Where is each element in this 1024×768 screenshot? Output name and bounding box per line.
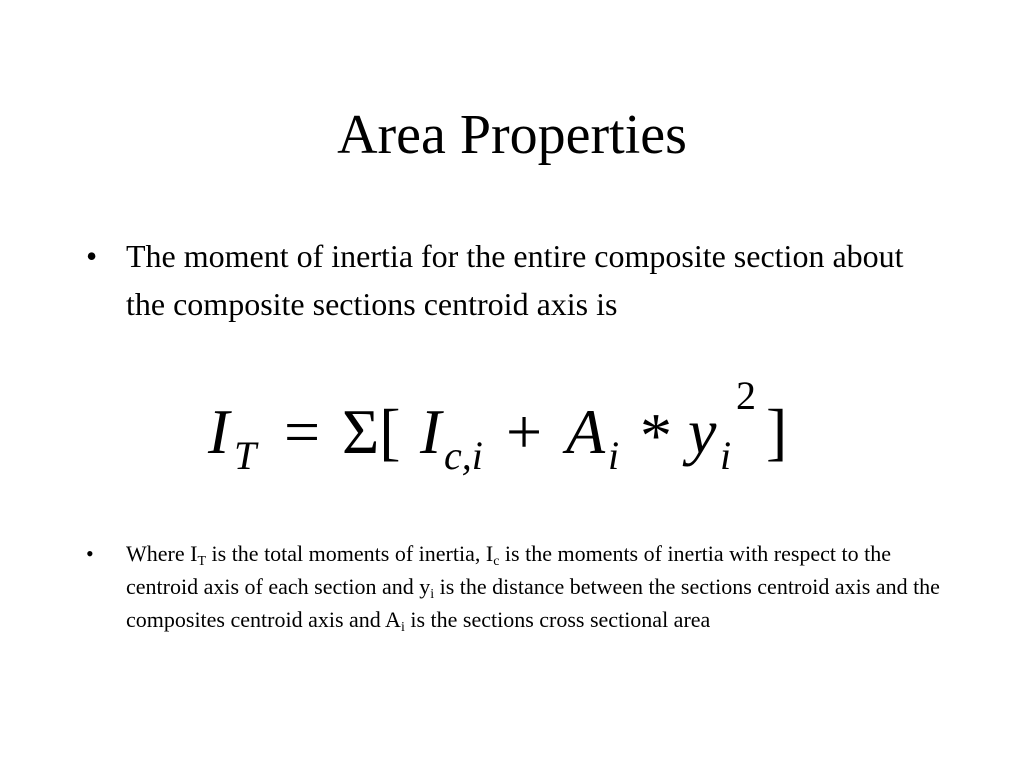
formula-sigma-bracket: Σ[ bbox=[342, 396, 401, 467]
formula-times: * bbox=[640, 400, 672, 471]
text-segment: Where I bbox=[126, 541, 198, 566]
formula-subscript-i-distance: i bbox=[720, 433, 732, 478]
subscript-i: i bbox=[400, 620, 405, 635]
bullet-item-1 bbox=[86, 232, 946, 328]
moment-of-inertia-formula bbox=[200, 372, 820, 492]
formula-A: A bbox=[566, 396, 606, 467]
slide-title: Area Properties bbox=[337, 104, 687, 166]
formula-subscript-i-area: i bbox=[608, 433, 620, 478]
formula-I-centroid: I bbox=[420, 396, 442, 467]
formula-close-bracket: ] bbox=[766, 396, 788, 467]
text-segment: is the moments of inertia with respect to the centroid axis of each section and y bbox=[126, 541, 892, 599]
text-segment: is the distance between the sections centroid axis and the composites centroid axis and A bbox=[126, 574, 940, 632]
text-segment: is the sections cross sectional area bbox=[404, 607, 711, 632]
formula-subscript-T: T bbox=[234, 433, 257, 478]
formula-subscript-ci: c,i bbox=[444, 433, 483, 478]
bullet-text: The moment of inertia for the entire composite section about the composite sections centroid axis is bbox=[126, 238, 904, 322]
bullet-item-2 bbox=[86, 537, 946, 636]
formula-plus: + bbox=[506, 396, 543, 467]
bullet-marker: • bbox=[86, 541, 94, 566]
formula-y: y bbox=[688, 396, 717, 467]
subscript-T: T bbox=[197, 554, 207, 569]
formula-I-total: I bbox=[208, 396, 230, 467]
bullet-text bbox=[126, 537, 946, 636]
text-segment: is the total moments of inertia, I bbox=[206, 541, 494, 566]
formula-exponent: 2 bbox=[736, 373, 756, 418]
subscript-c: c bbox=[493, 554, 500, 569]
subscript-i: i bbox=[430, 587, 435, 602]
bullet-marker: • bbox=[86, 238, 98, 274]
formula-equals: = bbox=[284, 396, 321, 467]
